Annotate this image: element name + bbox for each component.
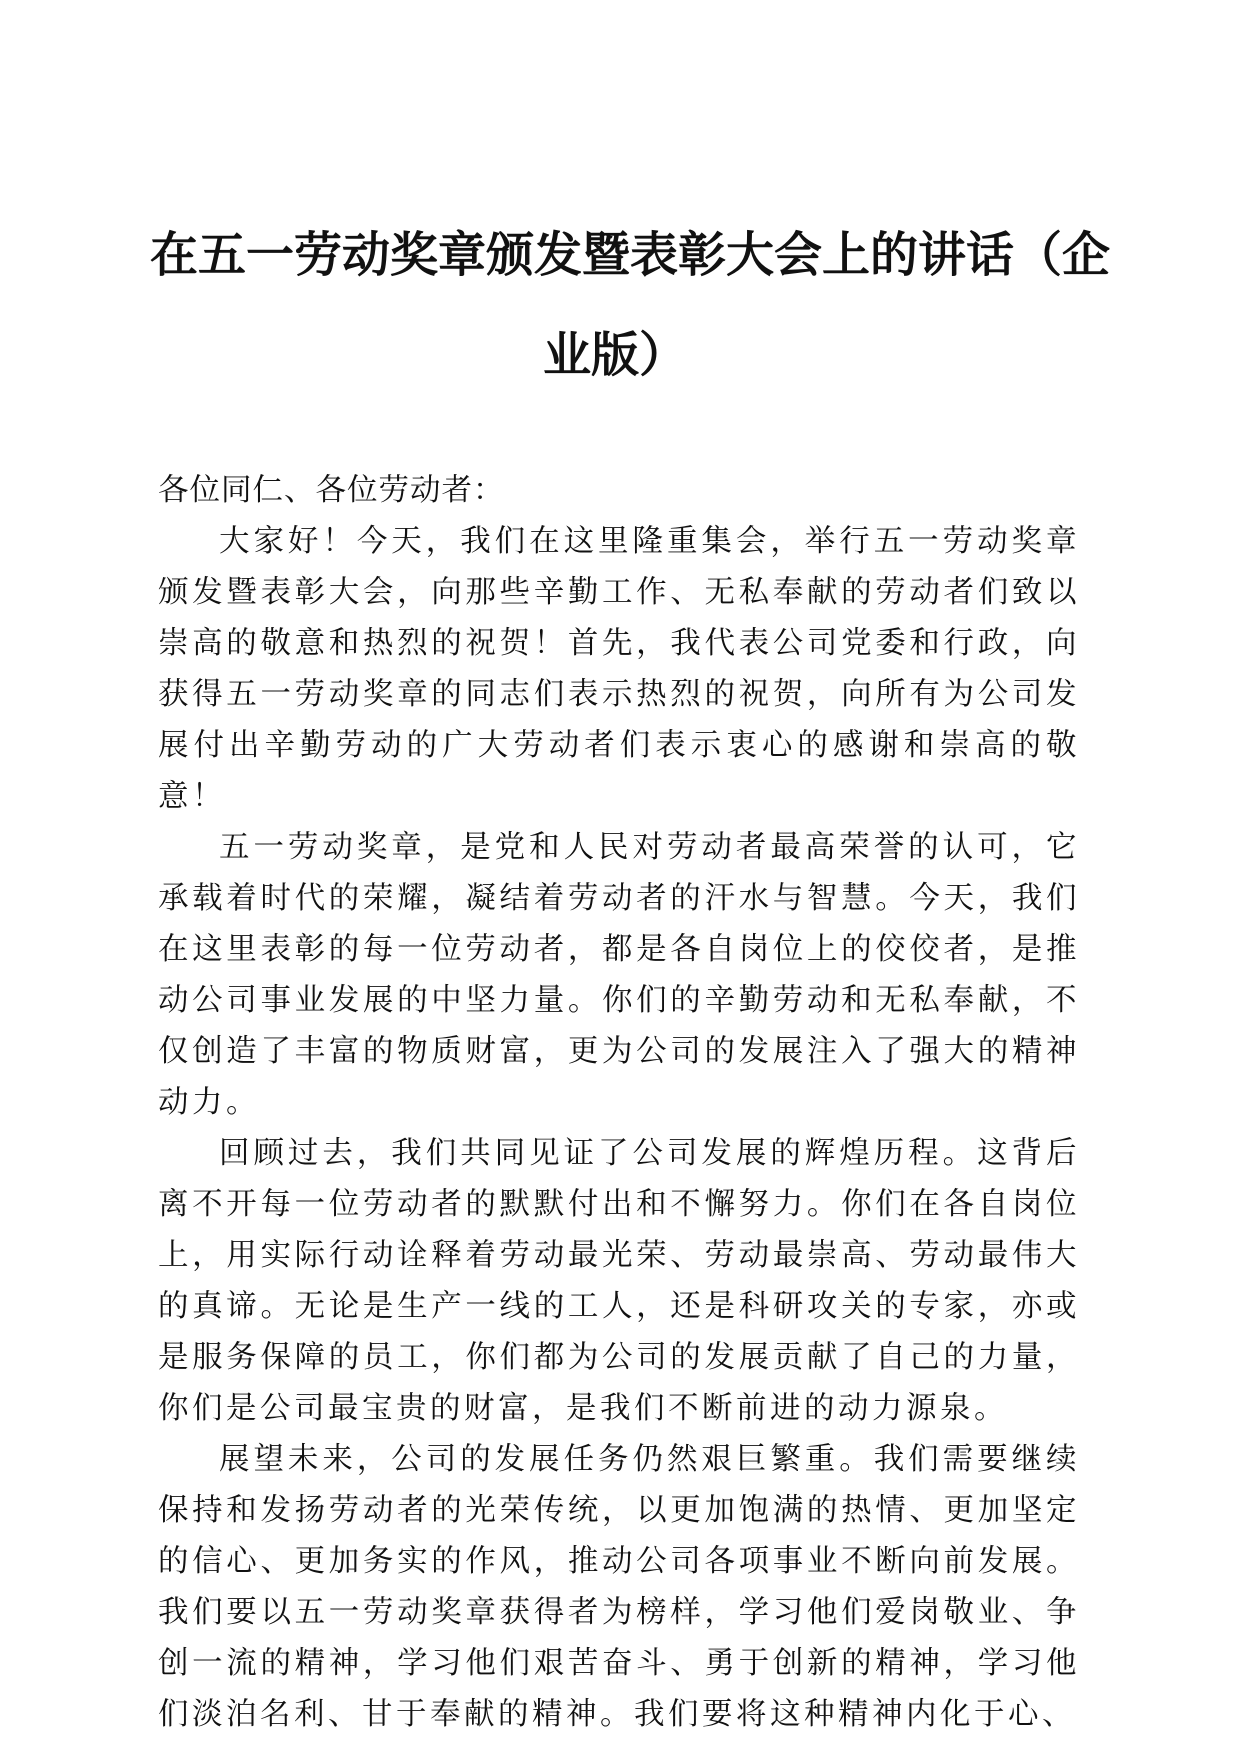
- paragraph-medal-meaning: 五一劳动奖章，是党和人民对劳动者最高荣誉的认可，它承载着时代的荣耀，凝结着劳动者的汗水与智慧。今天，我们在这里表彰的每一位劳动者，都是各自岗位上的佼佼者，是推动公司事业发展的中坚力量。你们的辛勤劳动和无私奉献，不仅创造了丰富的物质财富，更为公司的发展注入了强大的精神动力。: [158, 830, 1080, 1120]
- paragraph-look-ahead: 展望未来，公司的发展任务仍然艰巨繁重。我们需要继续保持和发扬劳动者的光荣传统，以更加饱满的热情、更加坚定的信心、更加务实的作风，推动公司各项事业不断向前发展。我们要以五一劳动奖章获得者为榜样，学习他们爱岗敬业、争创一流的精神，学习他们艰苦奋斗、勇于创新的精神，学习他们淡泊名利、甘于奉献的精神。我们要将这种精神内化于心、: [158, 1442, 1080, 1732]
- document-title: [150, 205, 1111, 405]
- title-line-1: 在五一劳动奖章颁发暨表彰大会上的讲话（企: [150, 227, 1111, 283]
- document-body: [158, 465, 1080, 1740]
- salutation: 各位同仁、各位劳动者：: [158, 473, 505, 508]
- paragraph-greeting: 大家好！今天，我们在这里隆重集会，举行五一劳动奖章颁发暨表彰大会，向那些辛勤工作、无私奉献的劳动者们致以崇高的敬意和热烈的祝贺！首先，我代表公司党委和行政，向获得五一劳动奖章的同志们表示热烈的祝贺，向所有为公司发展付出辛勤劳动的广大劳动者们表示衷心的感谢和崇高的敬意！: [158, 524, 1080, 814]
- title-line-2: 业版）: [542, 327, 687, 383]
- paragraph-review-past: 回顾过去，我们共同见证了公司发展的辉煌历程。这背后离不开每一位劳动者的默默付出和不懈努力。你们在各自岗位上，用实际行动诠释着劳动最光荣、劳动最崇高、劳动最伟大的真谛。无论是生产一线的工人，还是科研攻关的专家，亦或是服务保障的员工，你们都为公司的发展贡献了自己的力量，你们是公司最宝贵的财富，是我们不断前进的动力源泉。: [158, 1136, 1080, 1426]
